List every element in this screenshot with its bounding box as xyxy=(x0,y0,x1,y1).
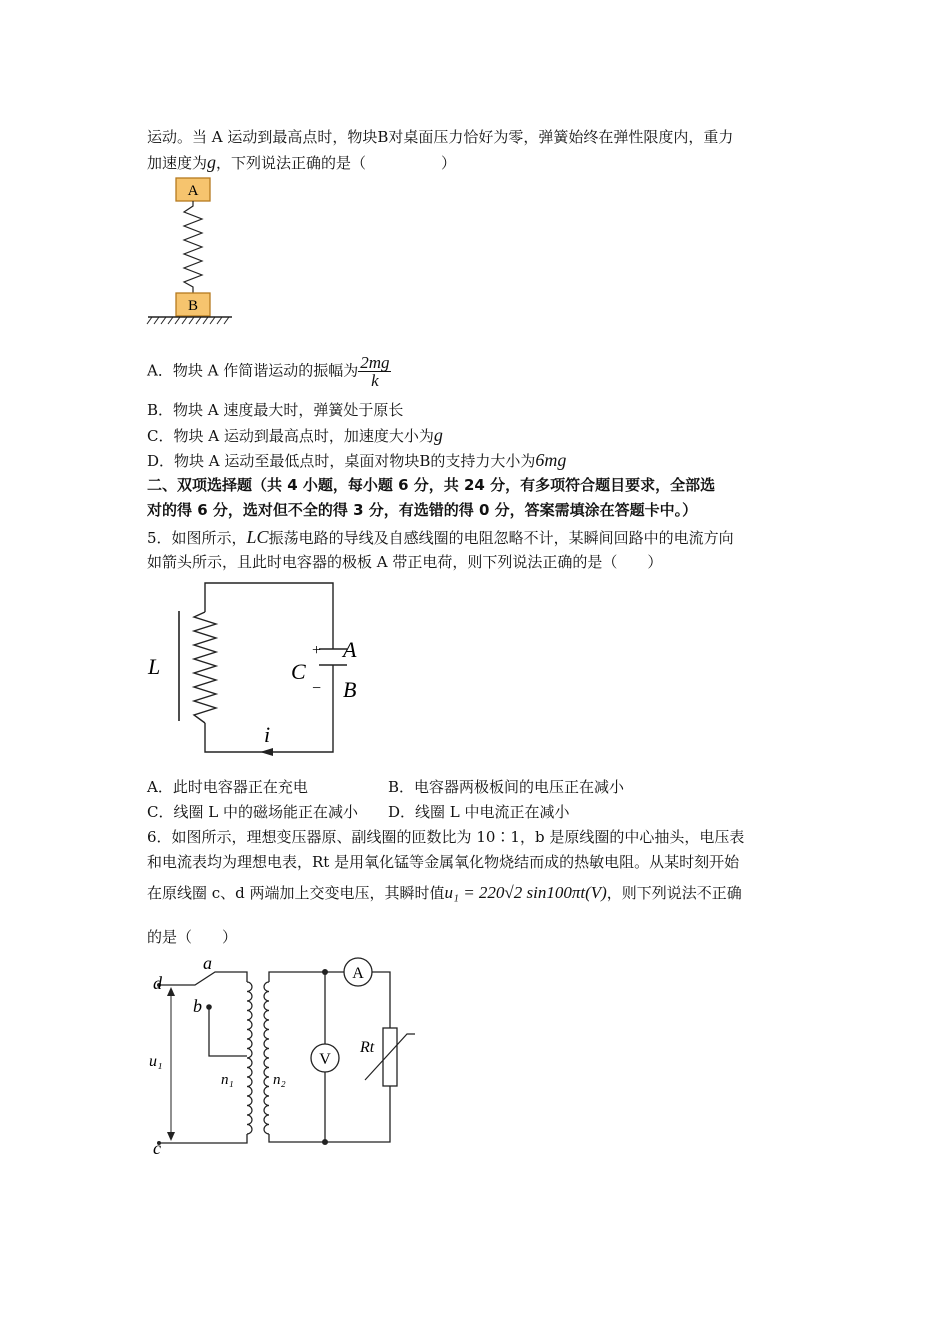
q4-stem-line1: 运动。当 A 运动到最高点时，物块B对桌面压力恰好为零，弹簧始终在弹性限度内，重力 xyxy=(147,128,734,146)
voltage-formula: u₁ = 220√2 sin100πt(V) xyxy=(444,883,607,902)
q4-option-a xyxy=(147,354,391,389)
support-force-value: 6mg xyxy=(535,450,567,470)
q6-stem-line3-pre: 在原线圈 c、d 两端加上交变电压，其瞬时值 xyxy=(147,884,445,902)
capacitor-label: C xyxy=(291,659,306,684)
fraction-numerator: 2mg xyxy=(360,353,390,372)
secondary-top-wire xyxy=(269,972,344,982)
junction-dot-top xyxy=(322,969,328,975)
lc-symbol: LC xyxy=(246,527,269,547)
junction-dot-bottom xyxy=(322,1139,328,1145)
q5-stem-pre: 5．如图所示， xyxy=(147,529,247,547)
transformer-circuit-figure xyxy=(145,952,425,1162)
q4-stem-line2 xyxy=(147,151,456,174)
label-c: c xyxy=(153,1138,161,1158)
secondary-bottom-wire xyxy=(269,1086,390,1142)
q4-option-d-text: D．物块 A 运动至最低点时，桌面对物块B的支持力大小为 xyxy=(147,452,536,470)
block-a-label: A xyxy=(187,183,199,199)
q6-stem-line1: 6．如图所示，理想变压器原、副线圈的匝数比为 10∶1，b 是原线圈的中心抽头，电压表 xyxy=(147,828,745,846)
u1-arrow-down-icon xyxy=(167,1132,175,1141)
secondary-coil xyxy=(264,982,269,1134)
q4-stem-line2-pre: 加速度为 xyxy=(147,154,208,172)
label-b: b xyxy=(193,996,202,1016)
current-label: i xyxy=(264,722,271,747)
inductor-label: L xyxy=(148,654,161,679)
q6-stem-line4: 的是（ ） xyxy=(147,928,238,946)
primary-coil xyxy=(247,982,252,1134)
ammeter-label: A xyxy=(352,965,364,982)
secondary-top-wire-right xyxy=(372,972,390,1028)
plate-b-label: B xyxy=(343,677,357,702)
center-tap-wire xyxy=(209,1007,247,1056)
q4-option-c xyxy=(147,424,443,447)
q6-stem-line3-post: ，则下列说法不正确 xyxy=(606,884,742,902)
q5-stem-post: 振荡电路的导线及自感线圈的电阻忽略不计，某瞬间回路中的电流方向 xyxy=(268,529,734,547)
thermistor-label: Rt xyxy=(360,1039,375,1056)
gravity-symbol: g xyxy=(433,425,443,445)
gravity-symbol: g xyxy=(207,152,217,172)
tap-b-dot xyxy=(206,1004,212,1010)
spring xyxy=(184,201,202,293)
minus-sign: − xyxy=(312,680,322,697)
label-u1: u₁ xyxy=(149,1053,163,1070)
spring-block-figure xyxy=(140,172,250,332)
section-heading-line2: 对的得 6 分，选对但不全的得 3 分，有选错的得 0 分，答案需填涂在答题卡中。） xyxy=(147,501,698,519)
fraction-denominator: k xyxy=(371,371,379,390)
q5-option-b: B．电容器两极板间的电压正在减小 xyxy=(388,778,625,796)
q5-option-a: A．此时电容器正在充电 xyxy=(147,778,308,796)
label-n2: n₂ xyxy=(273,1072,286,1088)
q4-stem-line2-post: ，下列说法正确的是（ ） xyxy=(216,154,457,172)
q5-stem-line2: 如箭头所示，且此时电容器的极板 A 带正电荷，则下列说法正确的是（ ） xyxy=(147,553,663,571)
lc-circuit-figure xyxy=(140,575,380,765)
circuit-wire-left-right xyxy=(205,583,333,649)
q4-option-d xyxy=(147,449,566,472)
q5-stem-line1 xyxy=(147,526,734,549)
current-arrow-icon xyxy=(260,748,273,756)
q6-stem-line2: 和电流表均为理想电表，Rt 是用氧化锰等金属氧化物烧结而成的热敏电阻。从某时刻开始 xyxy=(147,853,740,871)
label-a: a xyxy=(203,953,212,973)
q5-option-d: D．线圈 L 中电流正在减小 xyxy=(388,803,570,821)
thermistor-body xyxy=(383,1028,397,1086)
u1-arrow-up-icon xyxy=(167,987,175,996)
label-n1: n₁ xyxy=(221,1072,234,1088)
label-d: d xyxy=(153,973,162,993)
block-b-label: B xyxy=(187,298,199,314)
primary-top-wire xyxy=(159,972,247,985)
table-hatching xyxy=(147,317,229,324)
q6-stem-line3 xyxy=(147,882,742,904)
plus-sign: + xyxy=(312,642,322,659)
q4-option-b: B．物块 A 速度最大时，弹簧处于原长 xyxy=(147,401,404,419)
q5-option-c: C．线圈 L 中的磁场能正在减小 xyxy=(147,803,358,821)
inductor-coil xyxy=(194,612,216,723)
q4-option-a-text: A．物块 A 作简谐运动的振幅为 xyxy=(147,361,359,380)
q4-option-c-text: C．物块 A 运动到最高点时，加速度大小为 xyxy=(147,427,434,445)
section-heading-line1: 二、双项选择题（共 4 小题，每小题 6 分，共 24 分，有多项符合题目要求，全部选 xyxy=(147,476,716,494)
plate-a-label: A xyxy=(343,637,357,662)
amplitude-fraction xyxy=(358,354,391,389)
voltmeter-label: V xyxy=(319,1051,331,1068)
